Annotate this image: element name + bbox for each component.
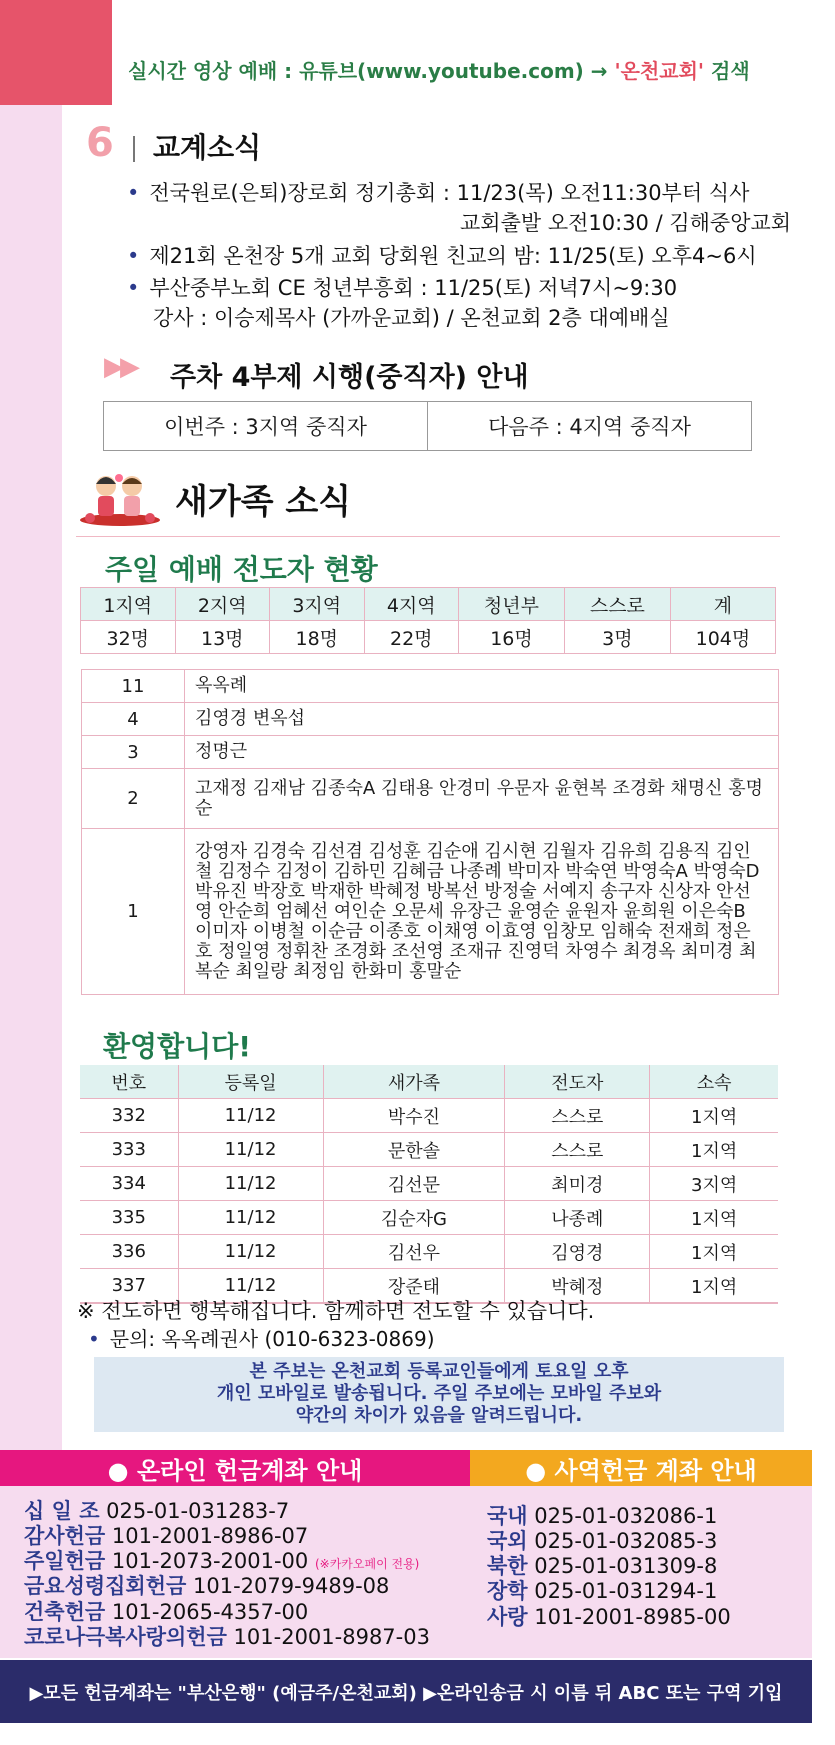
news-text: 제21회 온천장 5개 교회 당회원 친교의 밤: 11/25(토) 오후4~6시 [149, 244, 757, 268]
table-cell: 스스로 [505, 1133, 650, 1167]
account-row [24, 1621, 430, 1651]
table-cell: 13명 [175, 621, 270, 654]
table-cell: 김영경 [505, 1235, 650, 1269]
table-cell: 장준태 [323, 1269, 505, 1304]
table-cell: 김선우 [323, 1235, 505, 1269]
evangelism-stats-table [80, 587, 776, 654]
account-number: 025-01-031283-7 [106, 1499, 290, 1523]
names-cell: 정명근 [185, 736, 779, 769]
table-cell: 333 [80, 1133, 178, 1167]
parking-next-week: 다음주 : 4지역 중직자 [488, 415, 691, 439]
table-cell: 나종례 [505, 1201, 650, 1235]
table-cell: 최미경 [505, 1167, 650, 1201]
account-row [487, 1601, 731, 1631]
table-cell: 334 [80, 1167, 178, 1201]
table-cell: 336 [80, 1235, 178, 1269]
welcome-table [80, 1065, 778, 1304]
table-cell: 11/12 [178, 1201, 323, 1235]
footer-text: ▶모든 헌금계좌는 "부산은행" (예금주/온천교회) ▶온라인송금 시 이름 뒤 ABC 또는 구역 기입 [29, 1682, 783, 1704]
table-row [80, 1133, 778, 1167]
table-cell: 1지역 [650, 1099, 778, 1133]
contact-info [88, 1323, 435, 1352]
couple-icon [78, 470, 162, 526]
account-name: 주일헌금 [24, 1549, 106, 1573]
header-cell: 계 [670, 588, 775, 621]
banner-text: 실시간 영상 예배 : 유튜브(www.youtube.com) → [128, 59, 608, 83]
news-text: 부산중부노회 CE 청년부흥회 : 11/25(토) 저녁7시~9:30 [149, 276, 678, 300]
table-row [82, 670, 779, 703]
account-name: 감사헌금 [24, 1524, 106, 1548]
account-name: 사랑 [487, 1605, 528, 1629]
bullet-icon: • [127, 244, 140, 268]
account-name: 십 일 조 [24, 1499, 100, 1523]
header-cell: 스스로 [564, 588, 670, 621]
table-cell: 11/12 [178, 1235, 323, 1269]
table-row [81, 621, 776, 654]
notice-line: 약간의 차이가 있음을 알려드립니다. [295, 1405, 583, 1426]
parking-this-week: 이번주 : 3지역 중직자 [104, 402, 428, 450]
table-cell: 332 [80, 1099, 178, 1133]
header-cell: 전도자 [505, 1065, 650, 1099]
table-cell: 문한솔 [323, 1133, 505, 1167]
left-decor-strip [0, 105, 62, 1450]
account-number: 101-2001-8987-03 [233, 1625, 430, 1649]
table-cell: 335 [80, 1201, 178, 1235]
table-cell: 11/12 [178, 1269, 323, 1304]
news-item [127, 272, 677, 302]
account-name: 북한 [487, 1554, 528, 1578]
news-item-continued: 교회출발 오전10:30 / 김해중앙교회 [460, 211, 792, 235]
section-title: 교계소식 [153, 131, 262, 164]
footer-bar [0, 1660, 812, 1723]
banner-search-term: '온천교회' [614, 59, 705, 83]
account-number: 101-2079-9489-08 [192, 1574, 390, 1598]
header-cell: 3지역 [270, 588, 365, 621]
table-row [80, 1235, 778, 1269]
bullet-icon: • [127, 181, 140, 205]
table-cell: 18명 [270, 621, 365, 654]
header-cell: 2지역 [175, 588, 270, 621]
table-row [82, 769, 779, 829]
header-cell: 소속 [650, 1065, 778, 1099]
contact-text: 문의: 옥옥례권사 (010-6323-0869) [109, 1327, 435, 1351]
evangelism-stats-title: 주일 예배 전도자 현황 [105, 553, 378, 586]
header-cell: 1지역 [81, 588, 176, 621]
count-cell: 2 [82, 769, 185, 829]
bullet-icon: • [127, 276, 140, 300]
header-cell: 새가족 [323, 1065, 505, 1099]
table-cell: 16명 [459, 621, 565, 654]
table-row [82, 736, 779, 769]
account-number: 025-01-031294-1 [534, 1579, 718, 1603]
news-item [127, 240, 757, 270]
count-cell: 1 [82, 829, 185, 995]
count-cell: 3 [82, 736, 185, 769]
divider [76, 536, 780, 537]
table-row [80, 1099, 778, 1133]
table-row [80, 1201, 778, 1235]
table-cell: 11/12 [178, 1167, 323, 1201]
parking-box [103, 401, 752, 451]
header-cell: 4지역 [364, 588, 459, 621]
account-number: 101-2065-4357-00 [111, 1600, 309, 1624]
table-cell: 1지역 [650, 1133, 778, 1167]
account-name: 코로나극복사랑의헌금 [24, 1625, 227, 1649]
section-number: 6 [86, 120, 114, 166]
double-arrow-icon: ▶▶ [104, 352, 136, 382]
account-name: 국내 [487, 1504, 528, 1528]
header-cell: 청년부 [459, 588, 565, 621]
news-text: 전국원로(은퇴)장로회 정기총회 : 11/23(목) 오전11:30부터 식사 [149, 181, 750, 205]
table-row [80, 1167, 778, 1201]
table-cell: 104명 [670, 621, 775, 654]
count-cell: 4 [82, 703, 185, 736]
table-cell: 1지역 [650, 1235, 778, 1269]
news-item-continued: 강사 : 이승제목사 (가까운교회) / 온천교회 2층 대예배실 [153, 306, 670, 330]
new-family-title: 새가족 소식 [175, 482, 352, 522]
table-cell: 김순자G [323, 1201, 505, 1235]
names-cell: 고재정 김재남 김종숙A 김태용 안경미 우문자 윤현복 조경화 채명신 홍명순 [185, 769, 779, 829]
table-cell: 박수진 [323, 1099, 505, 1133]
names-cell: 옥옥례 [185, 670, 779, 703]
mission-offering-header: ● 사역헌금 계좌 안내 [470, 1450, 812, 1486]
table-cell: 1지역 [650, 1269, 778, 1304]
names-cell: 강영자 김경숙 김선겸 김성훈 김순애 김시현 김월자 김유희 김용직 김인철 김정수 김정이 김하민 김혜금 나종례 박미자 박숙연 박영숙A 박영숙D 박유진 박장호 박재한 박혜정 방복선 방정술 서예지 송구자 신상자 안선영 안순희 엄혜선 여인순 오문세 유장근 윤영순 윤원자 윤희원 이은숙B 이미자 이병철 이순금 이종호 이채영 이효영 임창모 임해숙 전재희 정은호 정일영 정휘찬 조경화 조선영 조재규 진영덕 차영수 최경옥 최미경 최복순 최일랑 최정임 한화미 홍말순 [185, 829, 779, 995]
account-number: 101-2001-8985-00 [534, 1605, 731, 1629]
account-name: 장학 [487, 1579, 528, 1603]
header-cell: 등록일 [178, 1065, 323, 1099]
welcome-title: 환영합니다! [103, 1030, 252, 1063]
account-number: 101-2001-8986-07 [111, 1524, 309, 1548]
table-cell: 3명 [564, 621, 670, 654]
table-row [82, 829, 779, 995]
table-cell: 스스로 [505, 1099, 650, 1133]
online-offering-header: ● 온라인 헌금계좌 안내 [0, 1450, 470, 1486]
table-header-row [81, 588, 776, 621]
mobile-bulletin-notice [94, 1357, 784, 1432]
table-cell: 337 [80, 1269, 178, 1304]
live-stream-banner [128, 55, 750, 84]
table-row [82, 703, 779, 736]
account-memo: (※카카오페이 전용) [314, 1557, 420, 1571]
bullet-icon: • [88, 1327, 100, 1351]
evangelism-note: ※ 전도하면 행복해집니다. 함께하면 전도할 수 있습니다. [77, 1299, 595, 1323]
table-cell: 11/12 [178, 1099, 323, 1133]
table-cell: 22명 [364, 621, 459, 654]
account-number: 025-01-032086-1 [534, 1504, 718, 1528]
table-cell: 박혜정 [505, 1269, 650, 1304]
table-cell: 1지역 [650, 1201, 778, 1235]
names-cell: 김영경 변옥섭 [185, 703, 779, 736]
notice-line: 본 주보는 온천교회 등록교인들에게 토요일 오후 [249, 1361, 629, 1382]
header-cell: 번호 [80, 1065, 178, 1099]
account-number: 101-2073-2001-00 [111, 1549, 309, 1573]
banner-search-label: 검색 [711, 59, 750, 83]
count-cell: 11 [82, 670, 185, 703]
account-name: 금요성령집회헌금 [24, 1574, 187, 1598]
news-item [127, 177, 749, 207]
account-name: 국외 [487, 1529, 528, 1553]
evangelist-names-table [81, 669, 779, 995]
notice-line: 개인 모바일로 발송됩니다. 주일 주보에는 모바일 주보와 [216, 1383, 662, 1404]
table-header-row [80, 1065, 778, 1099]
account-number: 025-01-031309-8 [534, 1554, 718, 1578]
account-number: 025-01-032085-3 [534, 1529, 718, 1553]
table-cell: 3지역 [650, 1167, 778, 1201]
account-name: 건축헌금 [24, 1600, 106, 1624]
table-cell: 김선문 [323, 1167, 505, 1201]
parking-title: 주차 4부제 시행(중직자) 안내 [170, 362, 529, 393]
table-cell: 11/12 [178, 1133, 323, 1167]
corner-block [0, 0, 112, 105]
table-cell: 32명 [81, 621, 176, 654]
section-divider [133, 136, 135, 162]
